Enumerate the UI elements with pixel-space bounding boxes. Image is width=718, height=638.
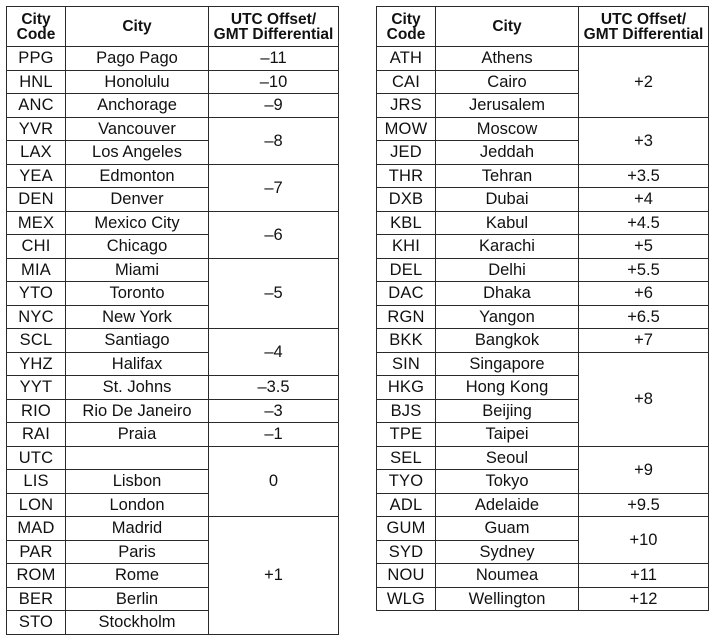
city-code-cell: GUM bbox=[377, 517, 436, 541]
city-code-cell: ROM bbox=[7, 564, 66, 588]
utc-offset-cell: –5 bbox=[209, 258, 339, 329]
city-code-cell: UTC bbox=[7, 446, 66, 470]
city-code-cell: MIA bbox=[7, 258, 66, 282]
city-code-cell: ATH bbox=[377, 47, 436, 71]
city-code-cell: YHZ bbox=[7, 352, 66, 376]
utc-offset-cell: –11 bbox=[209, 47, 339, 71]
table-row bbox=[377, 258, 709, 282]
city-code-cell: NOU bbox=[377, 564, 436, 588]
table-row bbox=[7, 376, 339, 400]
utc-offset-cell: +4 bbox=[579, 188, 709, 212]
utc-offset-cell: +4.5 bbox=[579, 211, 709, 235]
table-row bbox=[377, 211, 709, 235]
city-name-cell: Honolulu bbox=[66, 70, 209, 94]
city-code-cell: DXB bbox=[377, 188, 436, 212]
utc-offset-cell: +12 bbox=[579, 587, 709, 611]
city-code-cell: TPE bbox=[377, 423, 436, 447]
utc-offset-cell: +9.5 bbox=[579, 493, 709, 517]
city-code-cell: ADL bbox=[377, 493, 436, 517]
city-name-cell: Pago Pago bbox=[66, 47, 209, 71]
city-code-cell: YTO bbox=[7, 282, 66, 306]
utc-offset-cell: +10 bbox=[579, 517, 709, 564]
city-name-cell: Madrid bbox=[66, 517, 209, 541]
table-row bbox=[7, 164, 339, 188]
header-city-code: City Code bbox=[7, 7, 66, 47]
table-row bbox=[377, 446, 709, 470]
header-utc-offset: UTC Offset/ GMT Differential bbox=[579, 7, 709, 47]
city-code-cell: YEA bbox=[7, 164, 66, 188]
city-name-cell: Athens bbox=[436, 47, 579, 71]
city-code-cell: NYC bbox=[7, 305, 66, 329]
header-row bbox=[377, 7, 709, 47]
utc-offset-cell: –9 bbox=[209, 94, 339, 118]
city-name-cell: Seoul bbox=[436, 446, 579, 470]
city-code-cell: YYT bbox=[7, 376, 66, 400]
table-row bbox=[377, 517, 709, 541]
table-row bbox=[7, 446, 339, 470]
table-row bbox=[7, 211, 339, 235]
city-name-cell: Edmonton bbox=[66, 164, 209, 188]
city-name-cell: London bbox=[66, 493, 209, 517]
timezone-table-left bbox=[6, 6, 339, 635]
city-name-cell: Wellington bbox=[436, 587, 579, 611]
utc-offset-cell: +5 bbox=[579, 235, 709, 259]
city-code-cell: LIS bbox=[7, 470, 66, 494]
table-row bbox=[377, 47, 709, 71]
table-row bbox=[7, 47, 339, 71]
city-name-cell: Yangon bbox=[436, 305, 579, 329]
table-row bbox=[7, 517, 339, 541]
table-row bbox=[377, 164, 709, 188]
table-row bbox=[7, 117, 339, 141]
table-row bbox=[7, 94, 339, 118]
city-name-cell: Beijing bbox=[436, 399, 579, 423]
city-name-cell: Chicago bbox=[66, 235, 209, 259]
city-name-cell: Rome bbox=[66, 564, 209, 588]
utc-offset-cell: +1 bbox=[209, 517, 339, 635]
table-row bbox=[377, 235, 709, 259]
header-city: City bbox=[436, 7, 579, 47]
city-name-cell: New York bbox=[66, 305, 209, 329]
table-row bbox=[377, 282, 709, 306]
city-name-cell: Delhi bbox=[436, 258, 579, 282]
city-name-cell: Los Angeles bbox=[66, 141, 209, 165]
city-code-cell: PAR bbox=[7, 540, 66, 564]
timezone-table-right bbox=[376, 6, 709, 611]
city-name-cell: Jerusalem bbox=[436, 94, 579, 118]
utc-offset-cell: +7 bbox=[579, 329, 709, 353]
city-name-cell: Rio De Janeiro bbox=[66, 399, 209, 423]
city-code-cell: MOW bbox=[377, 117, 436, 141]
utc-offset-cell: +6.5 bbox=[579, 305, 709, 329]
city-name-cell: St. Johns bbox=[66, 376, 209, 400]
city-code-cell: DEN bbox=[7, 188, 66, 212]
city-code-cell: BJS bbox=[377, 399, 436, 423]
city-name-cell bbox=[66, 446, 209, 470]
city-code-cell: BKK bbox=[377, 329, 436, 353]
city-name-cell: Moscow bbox=[436, 117, 579, 141]
header-city: City bbox=[66, 7, 209, 47]
header-utc-offset: UTC Offset/ GMT Differential bbox=[209, 7, 339, 47]
city-name-cell: Lisbon bbox=[66, 470, 209, 494]
city-code-cell: DAC bbox=[377, 282, 436, 306]
city-code-cell: STO bbox=[7, 611, 66, 635]
city-name-cell: Vancouver bbox=[66, 117, 209, 141]
city-code-cell: MAD bbox=[7, 517, 66, 541]
city-name-cell: Dhaka bbox=[436, 282, 579, 306]
city-code-cell: CHI bbox=[7, 235, 66, 259]
table-row bbox=[377, 493, 709, 517]
utc-offset-cell: –4 bbox=[209, 329, 339, 376]
table-row bbox=[377, 117, 709, 141]
table-row bbox=[377, 587, 709, 611]
table-row bbox=[7, 423, 339, 447]
utc-offset-cell: 0 bbox=[209, 446, 339, 517]
utc-offset-cell: –3.5 bbox=[209, 376, 339, 400]
city-name-cell: Noumea bbox=[436, 564, 579, 588]
city-code-cell: LAX bbox=[7, 141, 66, 165]
utc-offset-cell: +2 bbox=[579, 47, 709, 118]
city-name-cell: Berlin bbox=[66, 587, 209, 611]
table-row bbox=[377, 329, 709, 353]
city-name-cell: Toronto bbox=[66, 282, 209, 306]
utc-offset-cell: +8 bbox=[579, 352, 709, 446]
city-code-cell: HKG bbox=[377, 376, 436, 400]
table-row bbox=[7, 70, 339, 94]
city-code-cell: CAI bbox=[377, 70, 436, 94]
utc-offset-cell: +11 bbox=[579, 564, 709, 588]
city-code-cell: JED bbox=[377, 141, 436, 165]
city-code-cell: KHI bbox=[377, 235, 436, 259]
city-code-cell: KBL bbox=[377, 211, 436, 235]
city-code-cell: LON bbox=[7, 493, 66, 517]
city-code-cell: JRS bbox=[377, 94, 436, 118]
city-name-cell: Adelaide bbox=[436, 493, 579, 517]
city-name-cell: Halifax bbox=[66, 352, 209, 376]
header-city-code: City Code bbox=[377, 7, 436, 47]
utc-offset-cell: +6 bbox=[579, 282, 709, 306]
city-code-cell: SEL bbox=[377, 446, 436, 470]
utc-offset-cell: –3 bbox=[209, 399, 339, 423]
city-name-cell: Sydney bbox=[436, 540, 579, 564]
table-row bbox=[377, 352, 709, 376]
table-row bbox=[7, 329, 339, 353]
city-code-cell: RIO bbox=[7, 399, 66, 423]
utc-offset-cell: –10 bbox=[209, 70, 339, 94]
city-code-cell: SIN bbox=[377, 352, 436, 376]
city-code-cell: SCL bbox=[7, 329, 66, 353]
city-code-cell: DEL bbox=[377, 258, 436, 282]
city-name-cell: Santiago bbox=[66, 329, 209, 353]
city-code-cell: PPG bbox=[7, 47, 66, 71]
city-name-cell: Bangkok bbox=[436, 329, 579, 353]
city-code-cell: THR bbox=[377, 164, 436, 188]
city-name-cell: Dubai bbox=[436, 188, 579, 212]
table-row bbox=[7, 258, 339, 282]
utc-offset-cell: +3.5 bbox=[579, 164, 709, 188]
city-name-cell: Singapore bbox=[436, 352, 579, 376]
city-name-cell: Anchorage bbox=[66, 94, 209, 118]
city-code-cell: BER bbox=[7, 587, 66, 611]
utc-offset-cell: +5.5 bbox=[579, 258, 709, 282]
city-name-cell: Tehran bbox=[436, 164, 579, 188]
city-name-cell: Praia bbox=[66, 423, 209, 447]
city-name-cell: Paris bbox=[66, 540, 209, 564]
city-code-cell: ANC bbox=[7, 94, 66, 118]
city-name-cell: Tokyo bbox=[436, 470, 579, 494]
header-row bbox=[7, 7, 339, 47]
city-code-cell: YVR bbox=[7, 117, 66, 141]
utc-offset-cell: –6 bbox=[209, 211, 339, 258]
city-code-cell: SYD bbox=[377, 540, 436, 564]
city-name-cell: Stockholm bbox=[66, 611, 209, 635]
city-name-cell: Miami bbox=[66, 258, 209, 282]
utc-offset-cell: +3 bbox=[579, 117, 709, 164]
city-name-cell: Cairo bbox=[436, 70, 579, 94]
city-code-cell: RAI bbox=[7, 423, 66, 447]
utc-offset-cell: +9 bbox=[579, 446, 709, 493]
city-code-cell: TYO bbox=[377, 470, 436, 494]
utc-offset-cell: –7 bbox=[209, 164, 339, 211]
utc-offset-cell: –8 bbox=[209, 117, 339, 164]
city-name-cell: Hong Kong bbox=[436, 376, 579, 400]
table-row bbox=[377, 305, 709, 329]
city-code-cell: MEX bbox=[7, 211, 66, 235]
city-name-cell: Denver bbox=[66, 188, 209, 212]
city-name-cell: Mexico City bbox=[66, 211, 209, 235]
table-row bbox=[7, 399, 339, 423]
city-code-cell: WLG bbox=[377, 587, 436, 611]
city-name-cell: Kabul bbox=[436, 211, 579, 235]
city-code-cell: RGN bbox=[377, 305, 436, 329]
table-row bbox=[377, 564, 709, 588]
utc-offset-cell: –1 bbox=[209, 423, 339, 447]
city-name-cell: Karachi bbox=[436, 235, 579, 259]
table-row bbox=[377, 188, 709, 212]
city-name-cell: Taipei bbox=[436, 423, 579, 447]
city-name-cell: Jeddah bbox=[436, 141, 579, 165]
city-code-cell: HNL bbox=[7, 70, 66, 94]
city-name-cell: Guam bbox=[436, 517, 579, 541]
